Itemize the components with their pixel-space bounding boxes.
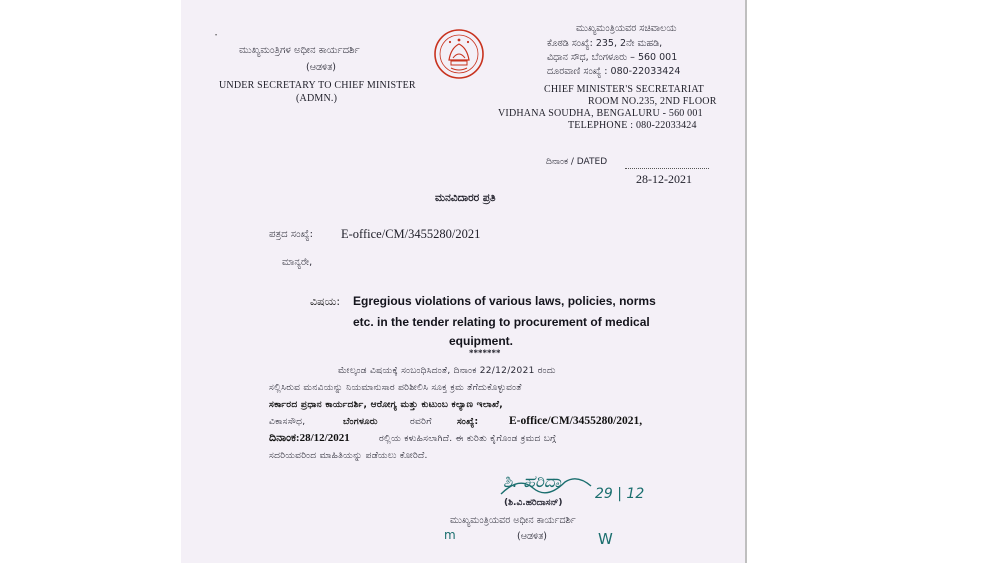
page-edge (745, 0, 747, 563)
signature-scribble (499, 470, 609, 500)
body-line-5b: ರಲ್ಲಿಯ ಕಳುಹಿಸಲಾಗಿದೆ. ಈ ಕುರಿತು ಕೈಗೊಂಡ ಕ್ರಮದ ಬಗ್ಗೆ (379, 434, 557, 444)
reference-number: E-office/CM/3455280/2021 (341, 227, 481, 241)
copy-title: ಮನವಿದಾರರ ಪ್ರತಿ (435, 192, 496, 204)
body-line-4c: ರವರಿಗೆ (410, 417, 432, 427)
subject-label: ವಿಷಯ: (310, 295, 341, 308)
date-value: 28-12-2021 (636, 172, 692, 186)
right-kannada-line-1: ಮುಖ್ಯಮಂತ್ರಿಯವರ ಸಚಿವಾಲಯ (576, 23, 677, 34)
subject-line-3: equipment. (449, 334, 514, 348)
karnataka-emblem-icon (433, 28, 485, 80)
body-line-4b: ಬೆಂಗಳೂರು (343, 417, 378, 427)
body-line-6: ಸದರಿಯವರಿಂದ ಮಾಹಿತಿಯನ್ನು ಪಡೆಯಲು ಕೋರಿದೆ. (269, 451, 428, 461)
salutation: ಮಾನ್ಯರೇ, (282, 257, 313, 268)
subject-line-2: etc. in the tender relating to procurement of medical (353, 315, 650, 329)
subject-separator: ******* (469, 348, 501, 358)
body-line-4d: ಸಂಖ್ಯೆ: (457, 417, 479, 427)
left-english-sub: (ADMN.) (296, 93, 338, 104)
initial-right: W (598, 530, 613, 548)
background-left (0, 0, 181, 563)
body-line-2: ಸಲ್ಲಿಸಿರುವ ಮನವಿಯನ್ನು ನಿಯಮಾನುಸಾರ ಪರಿಶೀಲಿಸಿ ಸೂಕ್ತ ಕ್ರಮ ತೆಗೆದುಕೊಳ್ಳುವಂತೆ (269, 383, 522, 393)
body-line-3: ಸರ್ಕಾರದ ಪ್ರಧಾನ ಕಾರ್ಯದರ್ಶಿ, ಆರೋಗ್ಯ ಮತ್ತು ಕುಟುಂಬ ಕಲ್ಯಾಣ ಇಲಾಖೆ, (269, 400, 503, 410)
right-english-line-2: ROOM NO.235, 2ND FLOOR (588, 96, 717, 107)
left-kannada-title: ಮುಖ್ಯಮಂತ್ರಿಗಳ ಅಧೀನ ಕಾರ್ಯದರ್ಶಿ (239, 45, 360, 56)
left-kannada-sub: (ಆಡಳಿತ) (306, 62, 336, 73)
signature-date: 29 | 12 (595, 486, 645, 502)
right-kannada-line-3: ವಿಧಾನ ಸೌಧ, ಬೆಂಗಳೂರು – 560 001 (547, 52, 678, 63)
signature-handwriting: ಶಿ. ಹರಿದಾ (503, 472, 561, 492)
right-kannada-line-4: ದೂರವಾಣಿ ಸಂಖ್ಯೆ : 080-22033424 (547, 66, 681, 77)
right-kannada-line-2: ಕೊಠಡಿ ಸಂಖ್ಯೆ: 235, 2ನೇ ಮಹಡಿ, (547, 38, 663, 49)
dated-label: ದಿನಾಂಕ / DATED (546, 157, 608, 167)
background-right (745, 0, 1000, 563)
right-english-line-1: CHIEF MINISTER'S SECRETARIAT (544, 84, 704, 95)
body-line-5a: ದಿನಾಂಕ:28/12/2021 (269, 432, 350, 444)
subject-line-1: Egregious violations of various laws, policies, norms (353, 294, 656, 308)
signatory-sub: (ಆಡಳಿತ) (517, 531, 547, 542)
signatory-title: ಮುಖ್ಯಮಂತ್ರಿಯವರ ಅಧೀನ ಕಾರ್ಯದರ್ಶಿ (450, 515, 576, 526)
reference-label: ಪತ್ರದ ಸಂಖ್ಯೆ: (269, 229, 313, 240)
right-english-line-3: VIDHANA SOUDHA, BENGALURU - 560 001 (498, 108, 703, 119)
date-dotted-line (625, 160, 709, 169)
body-line-4e: E-office/CM/3455280/2021, (509, 415, 643, 427)
body-line-4a: ವಿಕಾಸಸೌಧ, (269, 417, 306, 427)
right-english-line-4: TELEPHONE : 080-22033424 (568, 120, 697, 131)
initial-left: m (444, 528, 456, 542)
left-english-title: UNDER SECRETARY TO CHIEF MINISTER (219, 80, 416, 91)
margin-mark: • (215, 33, 218, 39)
body-line-1: ಮೇಲ್ಕಂಡ ವಿಷಯಕ್ಕೆ ಸಂಬಂಧಿಸಿದಂತೆ, ದಿನಾಂಕ 22/12/2021 ರಂದು (338, 366, 556, 376)
document-page (181, 0, 745, 563)
signatory-name: (ಶಿ.ವಿ.ಹರಿದಾಸನ್) (504, 498, 563, 508)
